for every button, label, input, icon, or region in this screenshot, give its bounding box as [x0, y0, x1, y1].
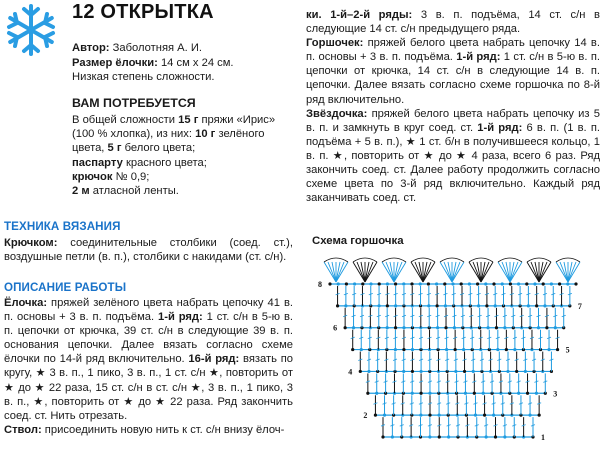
hook-label: крючок [72, 170, 113, 183]
tree-text: вязать по кругу, ★ 3 в. п., 1 пико, 3 в. п., 1 ст. с/н ★, повторить от ★ до ★ 22 раза, 15 ст. с/н в ст. с/н ★, 3 в. п., 1 пико, 3 в. п., ★, повторить от ★ до ★ 22 раза. Ряд закончить соед. ст. Нить отрезать. [4, 353, 293, 422]
shell-arc [324, 258, 348, 262]
row-number: 8 [318, 280, 322, 289]
chain-dot [558, 282, 561, 285]
chain-dot [574, 282, 577, 285]
chain-dot [353, 282, 356, 285]
row-label: 16-й ряд: [188, 353, 240, 366]
shell-stroke [510, 262, 518, 282]
chain-dot [509, 282, 512, 285]
row-number: 6 [333, 323, 338, 333]
shell-arc [498, 258, 522, 262]
chain-dot [492, 282, 495, 285]
size-label: Размер ёлочки: [72, 56, 158, 69]
materials-text: В общей сложности [72, 114, 179, 126]
chain-dot [427, 282, 430, 285]
tree-text: 1 ст. с/н в 5-ю в. п. цепочки от крючка, 39 ст. с/н в следующие 39 в. п. основания цепочки. Далее вязать согласно схеме ёлочки по 14-й ряд включительно. [4, 311, 293, 366]
materials-amount: 10 г [195, 128, 216, 141]
chain-dot [386, 282, 389, 285]
row-label: 1-й ряд: [158, 311, 203, 324]
row-number: 5 [565, 345, 570, 355]
ribbon-amount: 2 м [72, 185, 90, 198]
shell-arc [440, 258, 464, 262]
scheme-title: Схема горшочка [312, 235, 404, 247]
row-label: 1-й ряд: [477, 121, 523, 134]
shell-arc [556, 258, 580, 262]
shell-stroke [502, 262, 510, 282]
tree-lead: Ёлочка: [4, 297, 48, 309]
hook-text: № 0,9; [112, 170, 150, 183]
shell-stroke [386, 262, 394, 282]
chain-dot [550, 282, 553, 285]
chain-dot [328, 282, 331, 285]
chain-dot [361, 282, 364, 285]
shell-stroke [473, 262, 481, 282]
pot-crochet-diagram [306, 248, 602, 451]
row-label: ки. 1-й–2-й ряды: [306, 9, 413, 21]
complexity-text: Низкая степень сложности. [72, 71, 215, 84]
description-text [4, 296, 293, 437]
chain-dot [369, 282, 372, 285]
pot-text: пряжей белого цвета набрать цепочку 14 в. п. основы + 3 в. п. подъёма. [306, 37, 600, 64]
stem-continued-text: 3 в. п. подъёма, 14 ст. с/н в следующие 14 ст. с/н предыдущего ряда. [306, 9, 600, 36]
stem-lead: Ствол: [4, 423, 42, 436]
author-value: Заболотняя А. И. [109, 42, 203, 54]
shell-stroke [539, 262, 547, 282]
shell-arc [469, 258, 493, 262]
chain-dot [468, 282, 471, 285]
shell-arc [382, 258, 406, 262]
chain-dot [501, 282, 504, 285]
author-label: Автор: [72, 42, 110, 54]
size-value: 14 см х 24 см. [157, 56, 234, 69]
shell-arc [411, 258, 435, 262]
shell-stroke [481, 262, 489, 282]
chain-dot [460, 282, 463, 285]
chain-dot [345, 282, 348, 285]
chain-dot [566, 282, 569, 285]
materials-text: зелёного цвета, [72, 128, 265, 155]
stem-text: присоединить новую нить к ст. с/н внизу ёлоч- [41, 423, 285, 436]
shell-stroke [568, 262, 576, 282]
row-label: 1-й ряд: [456, 51, 501, 64]
star-text: пряжей белого цвета набрать цепочку из 5 в. п. и замкнуть в круг соед. ст. [306, 107, 600, 134]
right-text [306, 8, 600, 205]
shell-stroke [365, 262, 373, 282]
technique-lead: Крючком: [4, 237, 58, 249]
chain-dot [378, 282, 381, 285]
shell-stroke [415, 262, 423, 282]
author-block [72, 41, 292, 85]
ribbon-text: атласной ленты. [89, 185, 179, 198]
shell-stroke [336, 262, 344, 282]
shell-stroke [328, 262, 336, 282]
star-text: 6 в. п. (1 в. п. подъёма + 5 в. п.), ★ 1 ст. б/н в получившееся кольцо, 1 в. п. ★, повторить от ★ до ★ 4 раза, всего 6 раз. Ряд закончить соед. ст. Далее работу продолжить согласно схеме цвета по 3-й ряд включительно. Каждый ряд заканчивать соед. ст. [306, 121, 600, 205]
chain-dot [533, 282, 536, 285]
materials-text: пряжи «Ирис» (100 % хлопка), из них: [72, 114, 276, 141]
chain-dot [410, 282, 413, 285]
shell-stroke [531, 262, 539, 282]
tree-text: пряжей зелёного цвета набрать цепочку 41 в. п. основы + 3 в. п. подъёма. [4, 297, 293, 324]
page-title: 12 ОТКРЫТКА [72, 1, 214, 23]
chain-dot [542, 282, 545, 285]
star-lead: Звёздочка: [306, 107, 368, 120]
chain-dot [525, 282, 528, 285]
shell-stroke [423, 262, 431, 282]
materials-amount: 5 г [107, 142, 122, 155]
chain-dot [394, 282, 397, 285]
materials-amount: 15 г [178, 114, 199, 126]
passepartout-label: паспарту [72, 156, 123, 169]
shell-stroke [394, 262, 402, 282]
chain-dot [402, 282, 405, 285]
technique-body: соединительные столбики (соед. ст.), воздушные петли (в. п.), столбики с накидами (ст. с/н). [4, 237, 293, 264]
chain-dot [517, 282, 520, 285]
chain-dot [443, 282, 446, 285]
chain-dot [451, 282, 454, 285]
materials-text: белого цвета; [121, 142, 196, 155]
shell-stroke [444, 262, 452, 282]
chain-dot [337, 282, 340, 285]
description-heading: ОПИСАНИЕ РАБОТЫ [4, 281, 127, 294]
row-number: 4 [348, 367, 353, 377]
passepartout-text: красного цвета; [122, 156, 207, 169]
shell-arc [353, 258, 377, 262]
materials-list [72, 113, 294, 198]
row-number: 2 [363, 411, 368, 421]
technique-heading: ТЕХНИКА ВЯЗАНИЯ [4, 220, 121, 233]
chain-dot [419, 282, 422, 285]
technique-text [4, 236, 293, 264]
shell-stroke [357, 262, 365, 282]
pot-lead: Горшочек: [306, 37, 364, 50]
chain-dot [484, 282, 487, 285]
shell-stroke [452, 262, 460, 282]
chain-dot [476, 282, 479, 285]
row-number: 1 [541, 433, 545, 442]
chain-dot [435, 282, 438, 285]
row-number: 3 [553, 389, 558, 399]
shell-arc [527, 258, 551, 262]
snowflake-icon [4, 3, 58, 57]
shell-stroke [560, 262, 568, 282]
row-number: 7 [577, 301, 582, 311]
materials-heading: ВАМ ПОТРЕБУЕТСЯ [72, 96, 196, 110]
pot-text: 1 ст. с/н в 5-ю в. п. цепочки от крючка, 14 ст. с/н в следующие 14 в. п. цепочки. Далее вязать согласно схеме горшочка по 8-й ряд включительно. [306, 51, 600, 106]
